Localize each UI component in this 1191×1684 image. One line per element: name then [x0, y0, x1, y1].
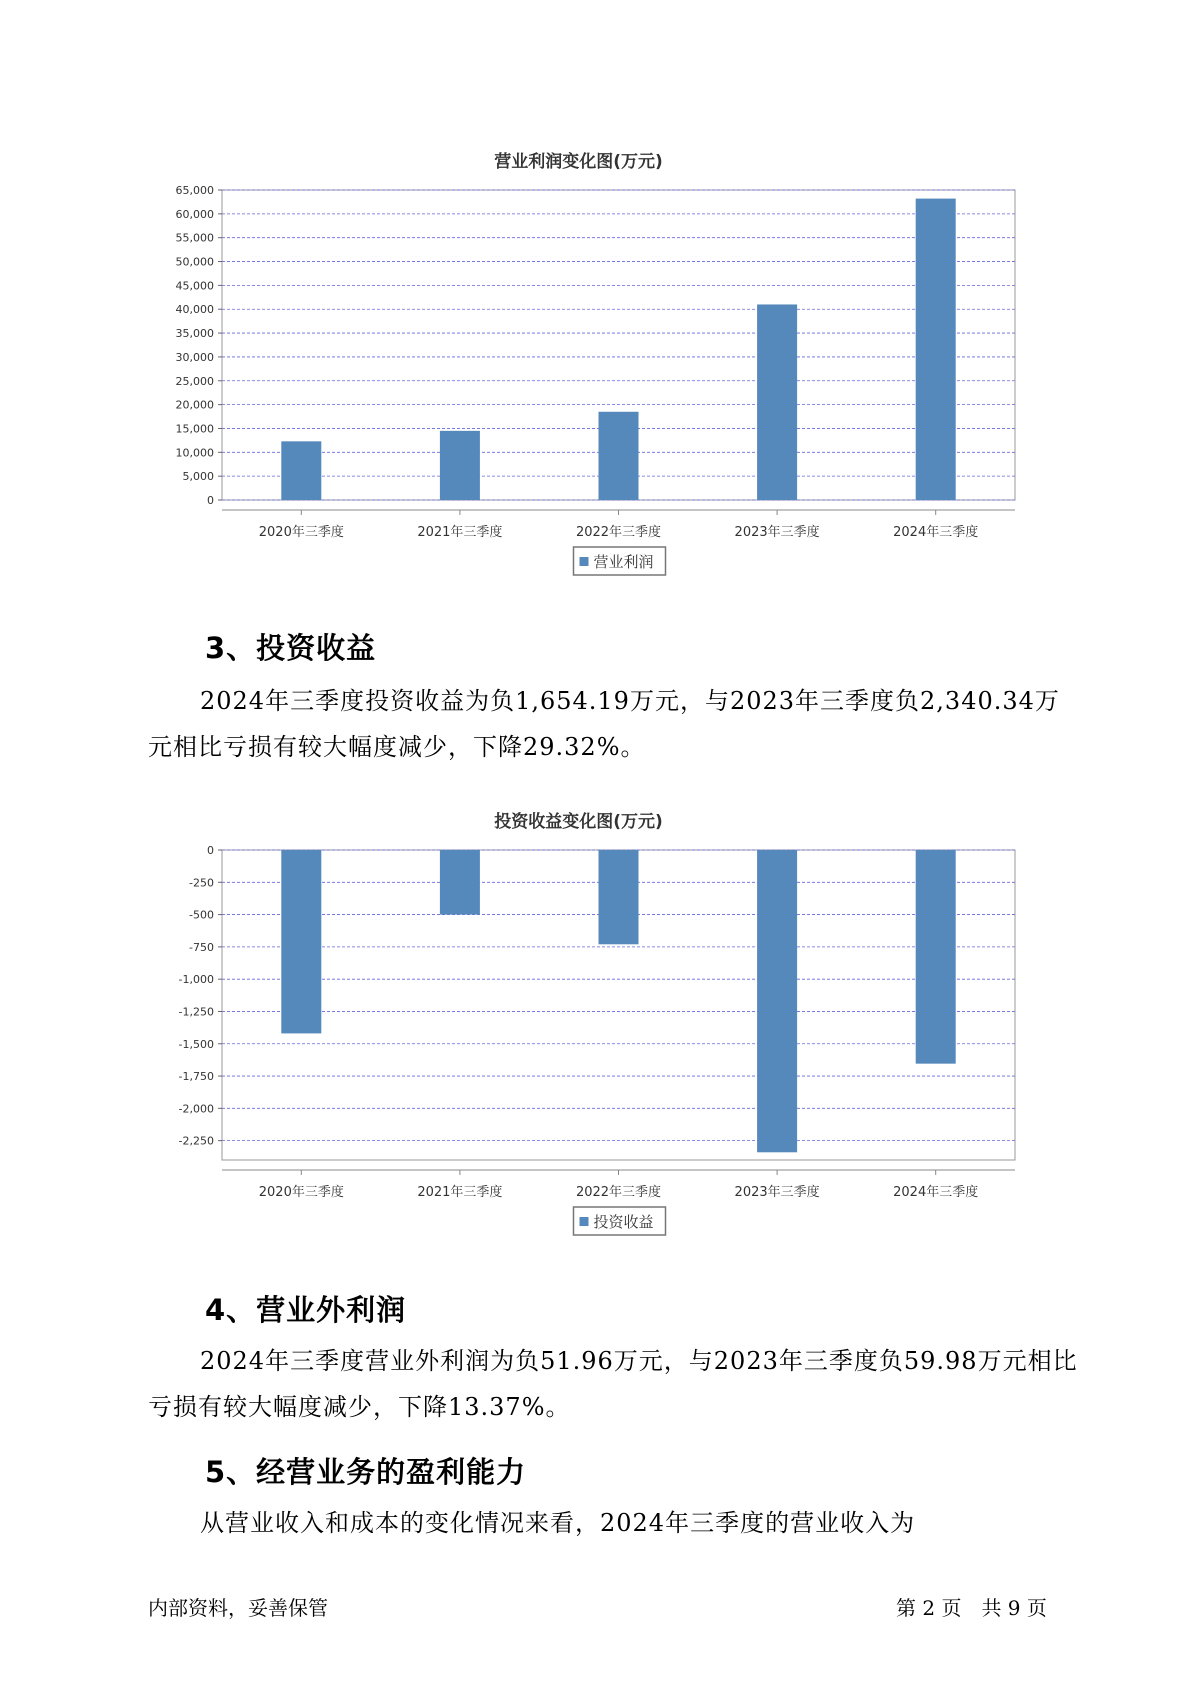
bar [916, 850, 956, 1064]
y-tick-label: 0 [207, 844, 214, 857]
y-tick-label: 55,000 [175, 231, 214, 245]
bar [281, 441, 321, 500]
investment-income-paragraph [148, 678, 1078, 770]
bar [440, 431, 480, 500]
section-heading-profitability: 5、经营业务的盈利能力 [205, 1455, 527, 1489]
y-tick-label: -500 [189, 908, 214, 922]
footer-note: 内部资料，妥善保管 [148, 1596, 328, 1620]
x-tick-label: 2020年三季度 [258, 525, 344, 540]
x-tick-label: 2021年三季度 [417, 525, 503, 540]
operating-profit-chart [150, 145, 1030, 595]
chart-svg [150, 145, 1030, 595]
y-tick-label: 20,000 [175, 398, 214, 412]
chart-title: 投资收益变化图(万元) [494, 812, 663, 832]
y-tick-label: 25,000 [175, 374, 214, 388]
y-tick-label: -250 [189, 876, 214, 890]
y-tick-label: 0 [207, 494, 214, 507]
paragraph-text: 2024年三季度营业外利润为负51.96万元，与2023年三季度负59.98万元相比亏损有较大幅度减少，下降13.37%。 [148, 1347, 1078, 1421]
x-tick-label: 2022年三季度 [575, 1185, 662, 1200]
profitability-paragraph [148, 1500, 1078, 1546]
chart-svg [150, 805, 1030, 1255]
section-heading-non-operating-profit: 4、营业外利润 [205, 1293, 407, 1327]
x-tick-label: 2024年三季度 [893, 1185, 979, 1200]
legend-swatch [580, 1217, 589, 1226]
y-tick-label: 50,000 [175, 255, 214, 269]
bar [599, 850, 639, 944]
x-tick-label: 2024年三季度 [893, 525, 979, 540]
y-tick-label: 30,000 [175, 350, 214, 364]
bar [599, 412, 639, 500]
page-number: 第 2 页 共 9 页 [896, 1596, 1047, 1620]
y-tick-label: 65,000 [175, 184, 214, 197]
y-tick-label: 60,000 [175, 207, 214, 221]
x-tick-label: 2021年三季度 [417, 1185, 503, 1200]
y-tick-label: 35,000 [175, 327, 214, 341]
y-tick-label: 40,000 [175, 303, 214, 317]
y-tick-label: 45,000 [175, 279, 214, 293]
x-tick-label: 2020年三季度 [258, 1185, 344, 1200]
y-tick-label: -2,000 [178, 1102, 214, 1116]
y-tick-label: -1,750 [178, 1070, 214, 1084]
y-tick-label: -1,000 [178, 973, 214, 987]
bar [440, 850, 480, 915]
bar [916, 199, 956, 500]
y-tick-label: -2,250 [178, 1134, 214, 1148]
y-tick-label: 15,000 [175, 422, 214, 436]
y-tick-label: 5,000 [182, 470, 214, 484]
legend-label: 投资收益 [593, 1213, 654, 1231]
bar [757, 304, 797, 500]
bar [757, 850, 797, 1152]
paragraph-text: 2024年三季度投资收益为负1,654.19万元，与2023年三季度负2,340.34万元相比亏损有较大幅度减少，下降29.32%。 [148, 687, 1060, 761]
y-tick-label: -1,250 [178, 1005, 214, 1019]
y-tick-label: 10,000 [175, 446, 214, 460]
x-tick-label: 2022年三季度 [575, 525, 662, 540]
investment-income-chart [150, 805, 1030, 1255]
legend-swatch [580, 557, 589, 566]
y-tick-label: -750 [189, 940, 214, 954]
chart-title: 营业利润变化图(万元) [494, 152, 663, 172]
x-tick-label: 2023年三季度 [734, 525, 820, 540]
paragraph-text: 从营业收入和成本的变化情况来看，2024年三季度的营业收入为 [200, 1509, 916, 1537]
y-tick-label: -1,500 [178, 1037, 214, 1051]
x-tick-label: 2023年三季度 [734, 1185, 820, 1200]
section-heading-investment-income: 3、投资收益 [205, 631, 377, 665]
bar [281, 850, 321, 1033]
non-operating-profit-paragraph [148, 1338, 1078, 1430]
legend-label: 营业利润 [593, 553, 654, 571]
